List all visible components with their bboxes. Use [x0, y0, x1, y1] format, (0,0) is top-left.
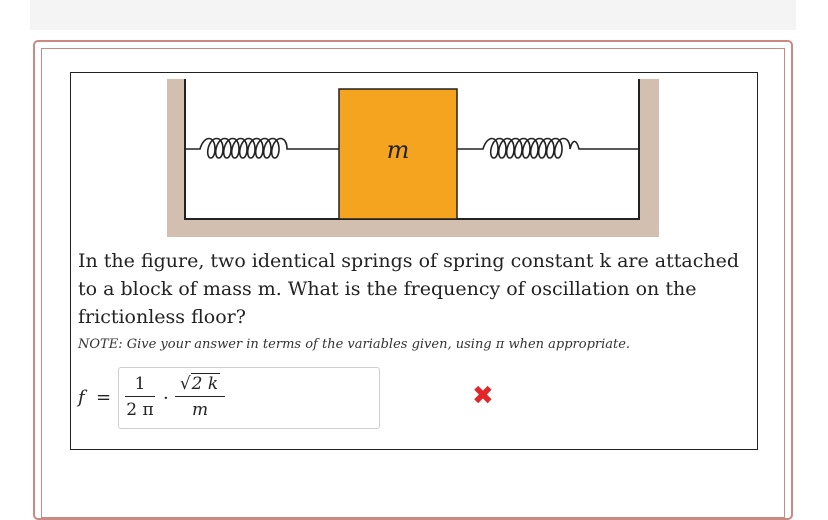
right-spring [457, 139, 639, 159]
fraction1-denominator: 2 π [126, 400, 154, 421]
question-text: In the figure, two identical springs of spring constant k are attached to a block of mass m. What is the frequency of oscillation on the frictionless floor? [78, 250, 739, 328]
radical-sign-icon: √ [179, 374, 191, 394]
floor [167, 219, 659, 237]
radicand: 2 k [191, 374, 219, 394]
answer-row [78, 366, 754, 432]
square-root [180, 374, 220, 394]
left-spring [185, 139, 339, 159]
answer-equals: = [96, 387, 112, 408]
right-wall [639, 79, 659, 237]
left-wall [167, 79, 185, 237]
fraction1-numerator: 1 [134, 374, 146, 394]
block-label: m [386, 136, 410, 164]
fraction1-bar [125, 396, 155, 397]
fraction2-bar [175, 396, 225, 397]
answer-variable: f [78, 387, 85, 408]
note-text: NOTE: Give your answer in terms of the variables given, using π when appropriate. [78, 337, 631, 352]
multiply-dot: · [163, 388, 169, 409]
fraction2-denominator: m [191, 400, 209, 421]
fraction2-numerator [175, 374, 225, 394]
fraction-one-over-two-pi [125, 374, 155, 420]
spring-mass-figure [167, 79, 667, 239]
answer-input[interactable] [118, 367, 380, 429]
question-box [70, 72, 758, 450]
top-band [30, 0, 796, 30]
x-mark-icon: ✖ [472, 381, 494, 411]
fraction-sqrt-2k-over-m [175, 374, 225, 420]
